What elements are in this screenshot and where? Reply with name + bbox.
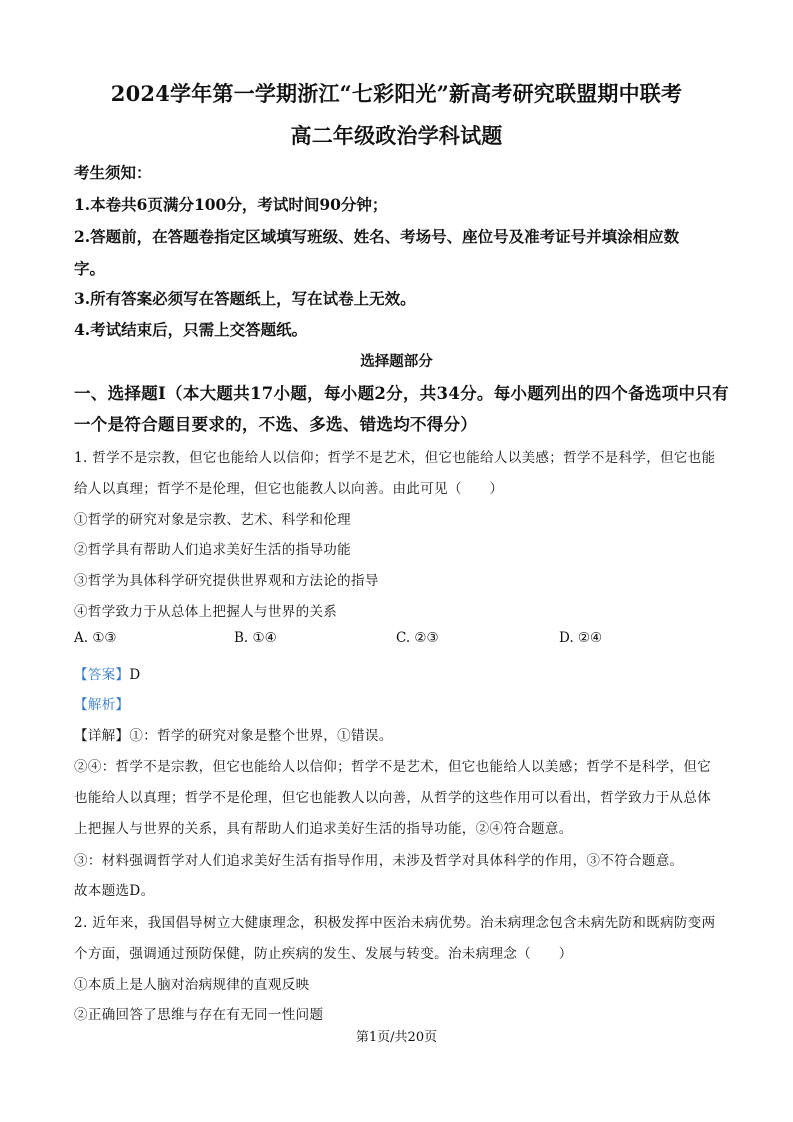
q2-statement-2: ②正确回答了思维与存在有无同一性问题: [74, 1007, 324, 1023]
notice-heading: 考生须知：: [74, 163, 152, 182]
q1-option-c: C. ②③: [396, 630, 439, 646]
detail-tag: 【详解】: [74, 728, 130, 744]
notice-item-2-cont: 字。: [74, 259, 106, 278]
detail-text-1: ①：哲学的研究对象是整个世界，①错误。: [129, 728, 393, 744]
answer-value: D: [129, 667, 141, 683]
q2-stem-cont: 个方面，强调通过预防保健，防止疾病的发生、发展与转变。治未病理念（ ）: [74, 946, 573, 962]
q1-detail-4: 上把握人与世界的关系，具有帮助人们追求美好生活的指导功能，②④符合题意。: [74, 821, 573, 837]
section-heading-cont: 一个是符合题目要求的，不选、多选、错选均不得分）: [74, 415, 478, 434]
analysis-tag: 【解析】: [74, 697, 130, 713]
section-heading: 一、选择题Ⅰ（本大题共17小题，每小题2分，共34分。每小题列出的四个备选项中只有: [74, 384, 729, 403]
q1-option-d: D. ②④: [559, 630, 603, 646]
q1-options: [74, 630, 714, 650]
q1-statement-4: ④哲学致力于从总体上把握人与世界的关系: [74, 604, 338, 620]
q1-option-a: A. ①③: [74, 630, 117, 646]
notice-item-3: 3.所有答案必须写在答题纸上，写在试卷上无效。: [74, 289, 416, 308]
notice-item-2: 2.答题前，在答题卷指定区域填写班级、姓名、考场号、座位号及准考证号并填涂相应数: [74, 227, 680, 246]
q1-statement-3: ③哲学为具体科学研究提供世界观和方法论的指导: [74, 573, 379, 589]
q1-detail-3: 也能给人以真理；哲学不是伦理，但它也能教人以向善，从哲学的这些作用可以看出，哲学致力于从总体: [74, 790, 712, 806]
q1-option-b: B. ①④: [234, 630, 277, 646]
q2-statement-1: ①本质上是人脑对治病规律的直观反映: [74, 977, 310, 993]
q1-stem-cont: 给人以真理；哲学不是伦理，但它也能教人以向善。由此可见（ ）: [74, 481, 504, 497]
q1-stem: 1. 哲学不是宗教，但它也能给人以信仰；哲学不是艺术，但它也能给人以美感；哲学不是科学，但它也能: [74, 450, 716, 466]
q1-detail-6: 故本题选D。: [74, 883, 155, 899]
q2-stem: 2. 近年来，我国倡导树立大健康理念，积极发挥中医治未病优势。治未病理念包含未病先防和既病防变两: [74, 915, 716, 931]
page-footer: 第1页/共20页: [355, 1030, 438, 1045]
q1-detail-5: ③：材料强调哲学对人们追求美好生活有指导作用，未涉及哲学对具体科学的作用，③不符合题意。: [74, 853, 684, 869]
exam-title: 2024学年第一学期浙江“七彩阳光”新高考研究联盟期中联考: [110, 81, 683, 106]
q1-statement-1: ①哲学的研究对象是宗教、艺术、科学和伦理: [74, 512, 351, 528]
part-title: 选择题部分: [360, 353, 433, 370]
notice-item-4: 4.考试结束后，只需上交答题纸。: [74, 320, 308, 339]
q1-statement-2: ②哲学具有帮助人们追求美好生活的指导功能: [74, 542, 351, 558]
q1-detail-2: ②④：哲学不是宗教，但它也能给人以信仰；哲学不是艺术，但它也能给人以美感；哲学不是科学，但它: [74, 759, 712, 775]
q1-answer: [74, 663, 141, 683]
answer-tag: 【答案】: [74, 667, 130, 683]
exam-subtitle: 高二年级政治学科试题: [290, 123, 503, 148]
q1-detail-1: [74, 724, 393, 744]
notice-item-1: 1.本卷共6页满分100分，考试时间90分钟；: [74, 195, 388, 214]
